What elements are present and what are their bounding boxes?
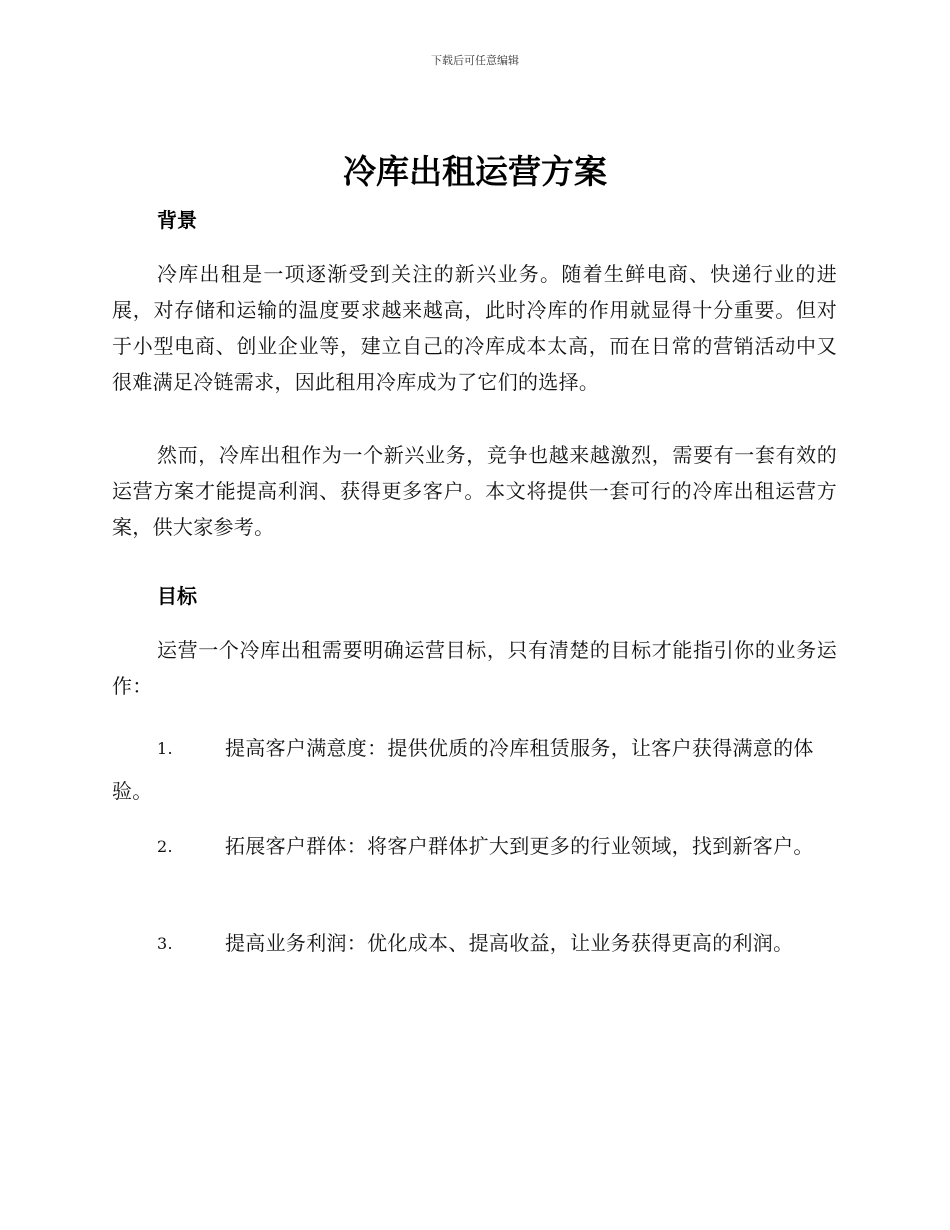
paragraph: 然而，冷库出租作为一个新兴业务，竞争也越来越激烈，需要有一套有效的运营方案才能提高利润、获得更多客户。本文将提供一套可行的冷库出租运营方案，供大家参考。 xyxy=(112,443,837,539)
list-item-text: 提高业务利润：优化成本、提高收益，让业务获得更高的利润。 xyxy=(225,931,794,955)
list-item-number: 1. xyxy=(157,739,173,758)
list-item-number: 2. xyxy=(157,837,173,856)
list-item xyxy=(112,922,837,965)
document-title: 冷库出租运营方案 xyxy=(343,152,607,191)
section-heading-background: 背景 xyxy=(157,208,197,232)
list-item xyxy=(112,825,837,868)
list-item-text: 拓展客户群体：将客户群体扩大到更多的行业领域，找到新客户。 xyxy=(225,834,814,858)
page-header-note: 下载后可任意编辑 xyxy=(431,54,519,67)
list-item-number: 3. xyxy=(157,934,173,953)
section-heading-goals: 目标 xyxy=(157,584,197,608)
list-item xyxy=(112,727,837,813)
paragraph: 冷库出租是一项逐渐受到关注的新兴业务。随着生鲜电商、快递行业的进展，对存储和运输的温度要求越来越高，此时冷库的作用就显得十分重要。但对于小型电商、创业企业等，建立自己的冷库成本太高，而在日常的营销活动中又很难满足冷链需求，因此租用冷库成为了它们的选择。 xyxy=(112,262,837,394)
paragraph: 运营一个冷库出租需要明确运营目标，只有清楚的目标才能指引你的业务运作： xyxy=(112,638,837,698)
list-item-text: 提高客户满意度：提供优质的冷库租赁服务，让客户获得满意的体验。 xyxy=(112,736,814,803)
